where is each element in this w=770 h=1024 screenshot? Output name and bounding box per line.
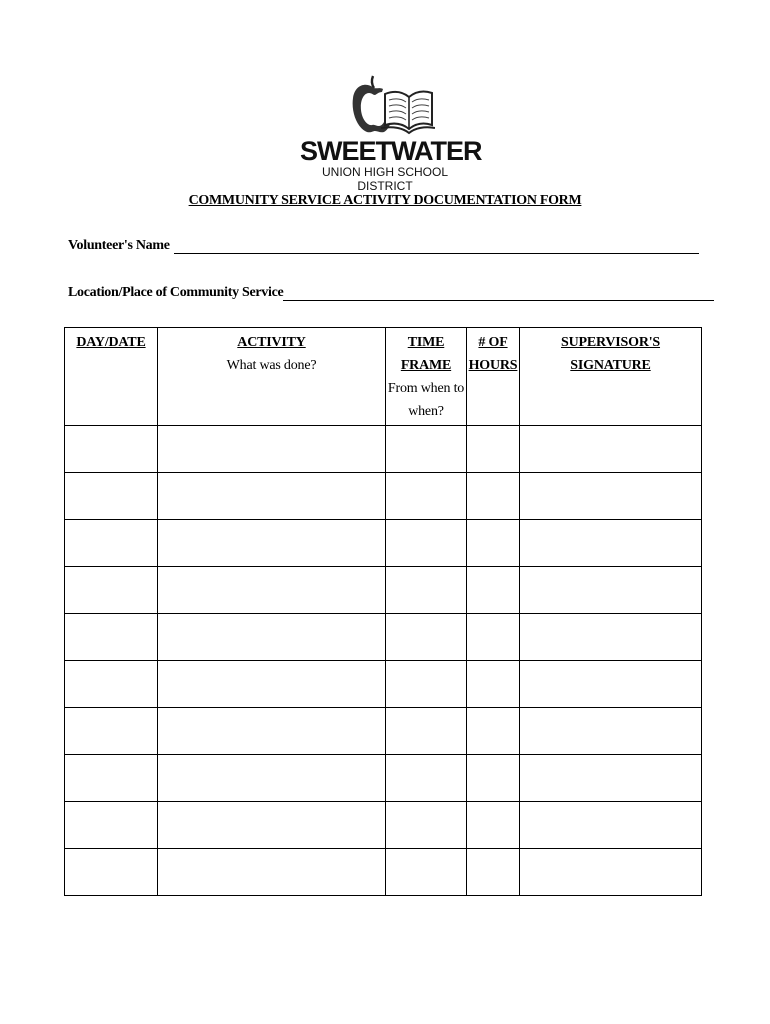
- column-header-hours: [467, 328, 520, 426]
- column-title: HOURS: [468, 358, 518, 373]
- day-date-cell[interactable]: [65, 802, 158, 849]
- day-date-cell[interactable]: [65, 426, 158, 473]
- column-subtitle: when?: [408, 404, 444, 419]
- supervisor-signature-cell[interactable]: [520, 755, 702, 802]
- hours-cell[interactable]: [467, 802, 520, 849]
- day-date-cell[interactable]: [65, 849, 158, 896]
- day-date-cell[interactable]: [65, 520, 158, 567]
- supervisor-signature-cell[interactable]: [520, 614, 702, 661]
- time-frame-cell[interactable]: [386, 614, 467, 661]
- hours-cell[interactable]: [467, 849, 520, 896]
- hours-cell[interactable]: [467, 520, 520, 567]
- table-row: [65, 426, 702, 473]
- time-frame-cell[interactable]: [386, 473, 467, 520]
- time-frame-cell[interactable]: [386, 567, 467, 614]
- supervisor-signature-cell[interactable]: [520, 708, 702, 755]
- activity-cell[interactable]: [158, 567, 386, 614]
- column-subtitle: From when to: [387, 381, 465, 396]
- apple-book-logo-icon: [345, 72, 435, 140]
- volunteer-name-input-line[interactable]: [174, 239, 699, 254]
- time-frame-cell[interactable]: [386, 755, 467, 802]
- form-title-text: COMMUNITY SERVICE ACTIVITY DOCUMENTATION FORM: [188, 193, 582, 208]
- table-header-row: [65, 328, 702, 426]
- column-header-activity: [158, 328, 386, 426]
- hours-cell[interactable]: [467, 755, 520, 802]
- time-frame-cell[interactable]: [386, 520, 467, 567]
- location-input-line[interactable]: [283, 286, 714, 301]
- day-date-cell[interactable]: [65, 614, 158, 661]
- hours-cell[interactable]: [467, 708, 520, 755]
- activity-cell[interactable]: [158, 661, 386, 708]
- activity-log-table: [64, 327, 702, 896]
- time-frame-cell[interactable]: [386, 849, 467, 896]
- activity-cell[interactable]: [158, 473, 386, 520]
- activity-cell[interactable]: [158, 802, 386, 849]
- table-row: [65, 802, 702, 849]
- time-frame-cell[interactable]: [386, 802, 467, 849]
- volunteer-name-field: [68, 238, 699, 254]
- column-subtitle: What was done?: [226, 358, 317, 373]
- activity-cell[interactable]: [158, 614, 386, 661]
- supervisor-signature-cell[interactable]: [520, 520, 702, 567]
- hours-cell[interactable]: [467, 567, 520, 614]
- column-title: ACTIVITY: [237, 335, 306, 350]
- day-date-cell[interactable]: [65, 567, 158, 614]
- table-row: [65, 567, 702, 614]
- hours-cell[interactable]: [467, 614, 520, 661]
- activity-cell[interactable]: [158, 755, 386, 802]
- day-date-cell[interactable]: [65, 661, 158, 708]
- hours-cell[interactable]: [467, 661, 520, 708]
- time-frame-cell[interactable]: [386, 661, 467, 708]
- supervisor-signature-cell[interactable]: [520, 426, 702, 473]
- column-title: # OF: [478, 335, 508, 350]
- volunteer-name-label: Volunteer's Name: [68, 238, 170, 253]
- table-row: [65, 708, 702, 755]
- supervisor-signature-cell[interactable]: [520, 849, 702, 896]
- column-title: FRAME: [400, 358, 452, 373]
- activity-cell[interactable]: [158, 426, 386, 473]
- table-row: [65, 614, 702, 661]
- activity-cell[interactable]: [158, 708, 386, 755]
- table-row: [65, 661, 702, 708]
- column-title: SUPERVISOR'S: [560, 335, 661, 350]
- supervisor-signature-cell[interactable]: [520, 661, 702, 708]
- column-header-supervisor-signature: [520, 328, 702, 426]
- column-header-time-frame: [386, 328, 467, 426]
- column-header-day-date: [65, 328, 158, 426]
- day-date-cell[interactable]: [65, 473, 158, 520]
- table-row: [65, 473, 702, 520]
- time-frame-cell[interactable]: [386, 426, 467, 473]
- supervisor-signature-cell[interactable]: [520, 802, 702, 849]
- day-date-cell[interactable]: [65, 708, 158, 755]
- supervisor-signature-cell[interactable]: [520, 567, 702, 614]
- column-title: SIGNATURE: [570, 358, 651, 373]
- activity-cell[interactable]: [158, 849, 386, 896]
- column-title: DAY/DATE: [76, 335, 146, 350]
- logo-subtitle: UNION HIGH SCHOOL DISTRICT: [321, 165, 448, 193]
- activity-cell[interactable]: [158, 520, 386, 567]
- logo-wordmark: SWEETWATER: [300, 136, 482, 166]
- time-frame-cell[interactable]: [386, 708, 467, 755]
- day-date-cell[interactable]: [65, 755, 158, 802]
- table-row: [65, 849, 702, 896]
- location-label: Location/Place of Community Service: [68, 285, 284, 300]
- supervisor-signature-cell[interactable]: [520, 473, 702, 520]
- table-row: [65, 520, 702, 567]
- hours-cell[interactable]: [467, 426, 520, 473]
- column-title: TIME: [407, 335, 445, 350]
- hours-cell[interactable]: [467, 473, 520, 520]
- form-title: [0, 193, 770, 209]
- table-row: [65, 755, 702, 802]
- district-logo: [300, 72, 482, 193]
- location-field: [68, 285, 714, 301]
